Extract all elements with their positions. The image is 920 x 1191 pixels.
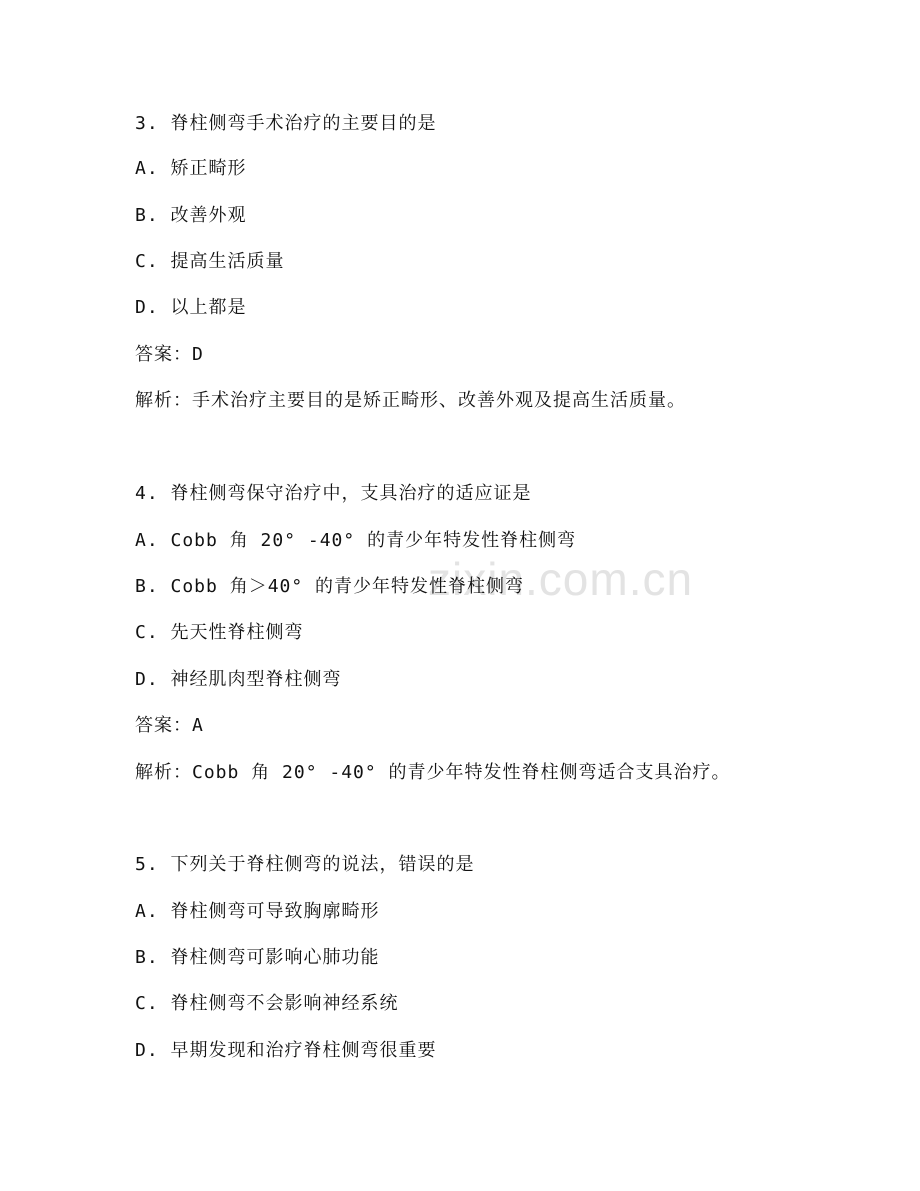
question-4-option-d: D. 神经肌肉型脊柱侧弯 xyxy=(135,669,342,690)
question-3-option-b: B. 改善外观 xyxy=(135,205,247,226)
question-4-stem: 4. 脊柱侧弯保守治疗中，支具治疗的适应证是 xyxy=(135,483,532,504)
question-3-stem: 3. 脊柱侧弯手术治疗的主要目的是 xyxy=(135,113,437,134)
question-3-option-c: C. 提高生活质量 xyxy=(135,251,285,272)
question-5-option-d: D. 早期发现和治疗脊柱侧弯很重要 xyxy=(135,1040,437,1061)
question-3-option-a: A. 矫正畸形 xyxy=(135,158,247,179)
question-3-answer: 答案：D xyxy=(135,344,204,365)
question-4-option-a: A. Cobb 角 20° -40° 的青少年特发性脊柱侧弯 xyxy=(135,530,577,551)
question-3-analysis: 解析：手术治疗主要目的是矫正畸形、改善外观及提高生活质量。 xyxy=(135,390,686,411)
watermark: zixin.com.cn xyxy=(428,553,694,605)
question-5-option-a: A. 脊柱侧弯可导致胸廓畸形 xyxy=(135,901,380,922)
question-3-option-d: D. 以上都是 xyxy=(135,297,247,318)
question-5-option-c: C. 脊柱侧弯不会影响神经系统 xyxy=(135,993,399,1014)
question-4-analysis: 解析：Cobb 角 20° -40° 的青少年特发性脊柱侧弯适合支具治疗。 xyxy=(135,762,731,783)
question-4-option-b: B. Cobb 角＞40° 的青少年特发性脊柱侧弯 xyxy=(135,576,525,597)
question-5-option-b: B. 脊柱侧弯可影响心肺功能 xyxy=(135,947,380,968)
question-5-stem: 5. 下列关于脊柱侧弯的说法，错误的是 xyxy=(135,854,475,875)
question-4-option-c: C. 先天性脊柱侧弯 xyxy=(135,622,304,643)
question-4-answer: 答案：A xyxy=(135,715,204,736)
